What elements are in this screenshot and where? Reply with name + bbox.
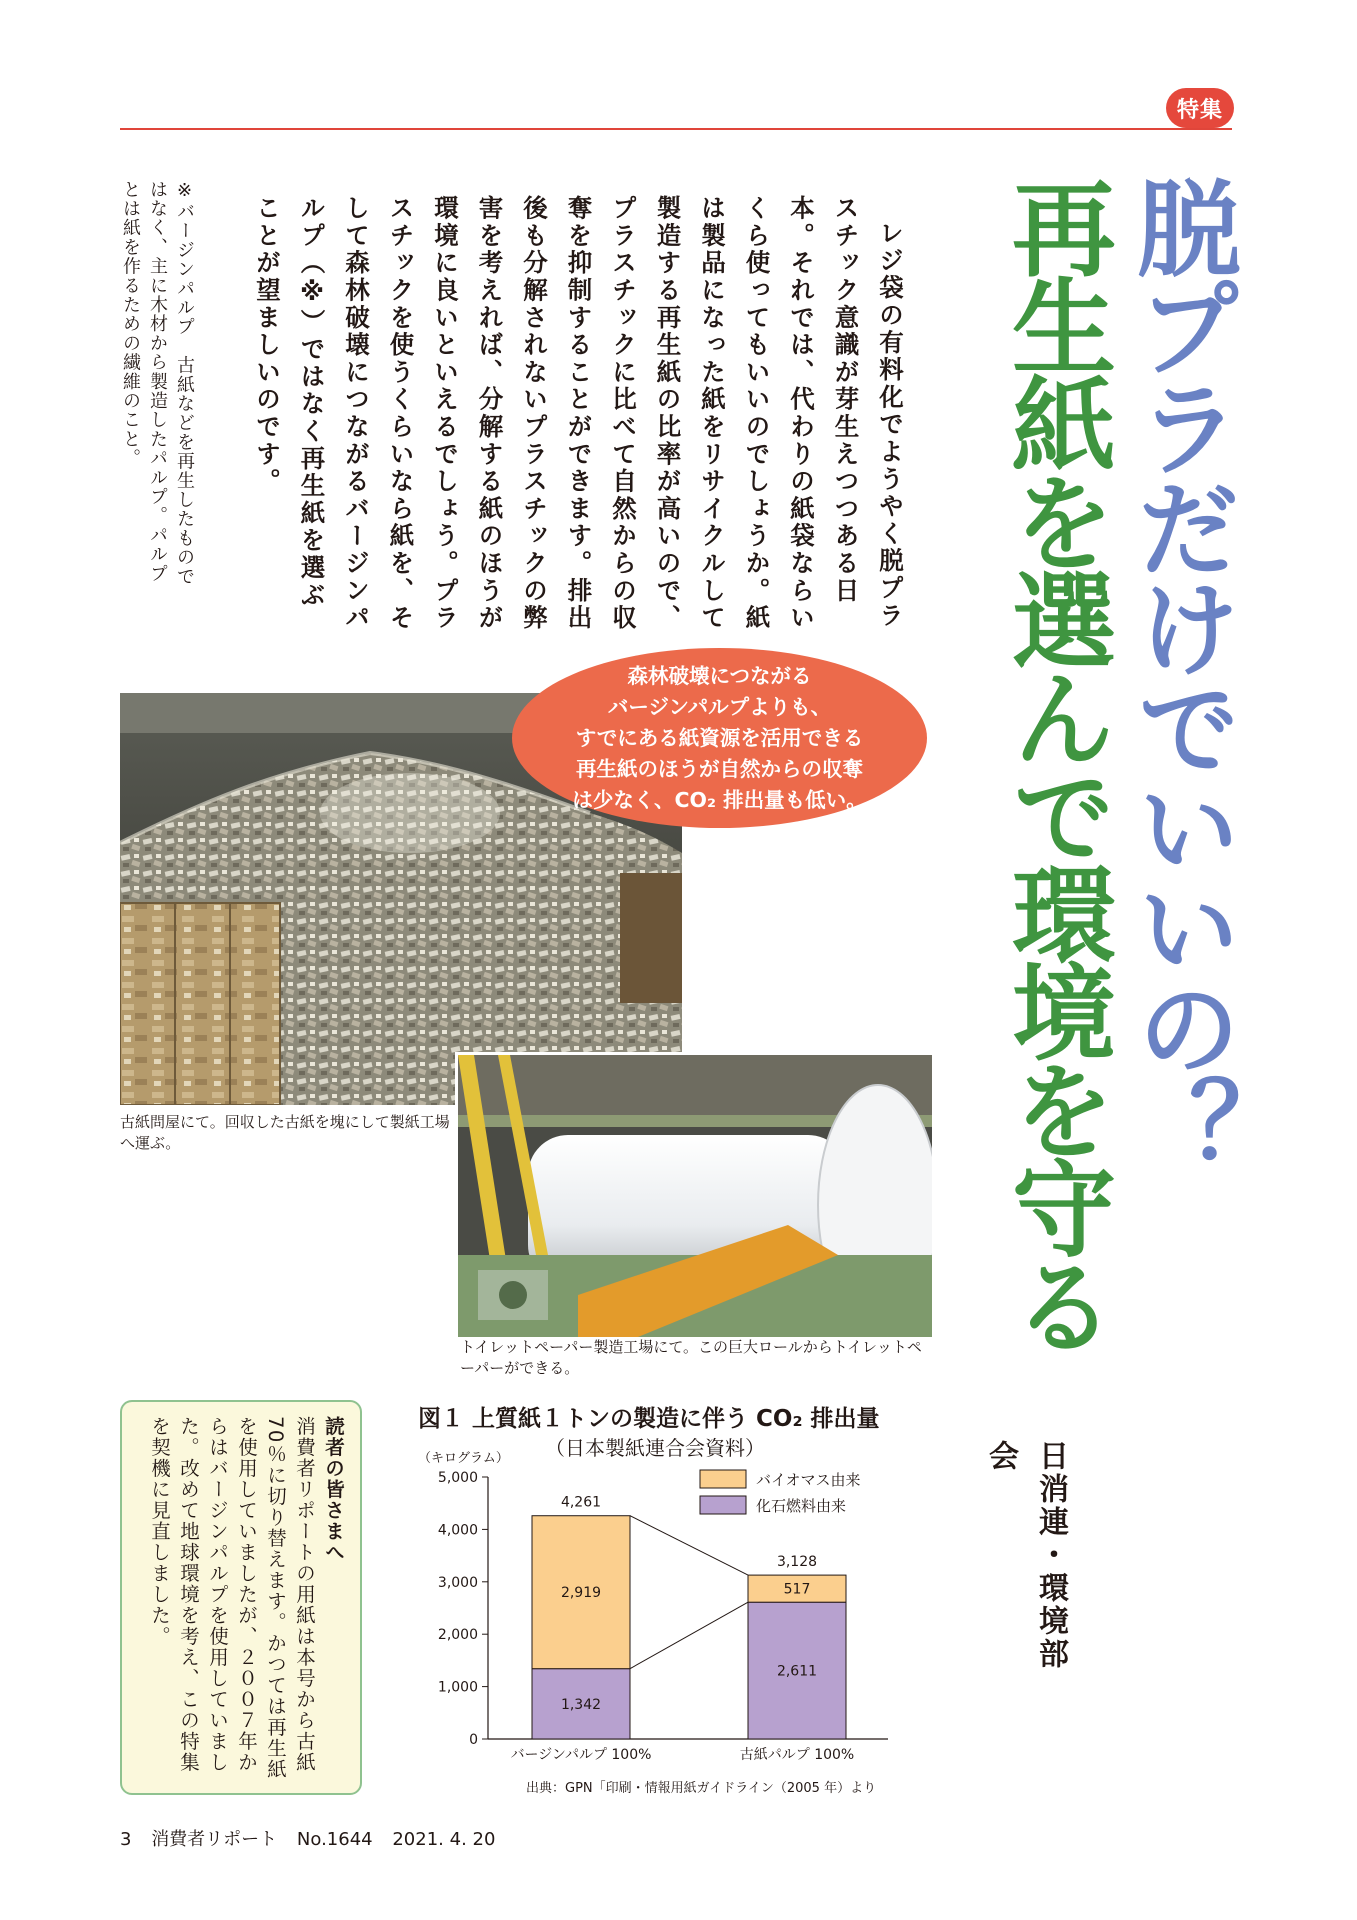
callout-bubble: [512, 648, 927, 828]
y-tick-label: 2,000: [437, 1627, 478, 1644]
data-label-total: 4,261: [560, 1494, 602, 1511]
reader-notice-box: [120, 1400, 362, 1795]
photo-caption-2: トイレットペーパー製造工場にて。この巨大ロールからトイレットペーパーができる。: [460, 1338, 922, 1377]
reader-notice-content: [132, 1416, 348, 1781]
connector-line-top: [630, 1516, 748, 1575]
y-tick-label: 5,000: [437, 1470, 478, 1486]
data-label-fossil: 1,342: [560, 1696, 602, 1713]
y-tick-label: 1,000: [437, 1679, 478, 1696]
publication-name: 消費者リポート: [151, 1829, 278, 1850]
x-tick-label: バージンパルプ 100%: [510, 1747, 652, 1763]
page-number: 3: [120, 1829, 132, 1850]
reader-notice-text: 消費者リポートの用紙は本号から古紙70％に切り替えます。かつては再生紙を使用していましたが、２００７年からはバージンパルプを使用していました。改めて地球環境を考え、この特集を契機に見直しました。: [148, 1416, 316, 1780]
issue-number: No.1644: [296, 1829, 373, 1850]
y-tick-label: 0: [469, 1732, 478, 1748]
issue-date: 2021. 4. 20: [392, 1829, 496, 1850]
author: 日消連・環境部会: [983, 1440, 1068, 1671]
article-paragraph: レジ袋の有料化でようやく脱プラスチック意識が芽生えつつある日本。それでは、代わりの紙袋ならいくら使ってもいいのでしょうか。紙は製品になった紙をリサイクルして製造する再生紙の比率が高いので、プラスチックに比べて自然からの収奪を抑制することができます。排出後も分解されないプラスチックの弊害を考えれば、分解する紙のほうが環境に良いといえるでしょう。プラスチックを使うくらいなら紙を、そして森林破壊につながるバージンパルプ（※）ではなく再生紙を選ぶことが望ましいのです。: [253, 195, 905, 632]
y-tick-label: 4,000: [437, 1522, 478, 1539]
feature-badge: 特集: [1166, 88, 1234, 128]
photo-paper-roll: [455, 1052, 935, 1340]
chart-source-credit: 出典：GPN「印刷・情報用紙ガイドライン（2005 年）より: [526, 1781, 877, 1796]
title-line-2: 再生紙を選んで環境を守る: [994, 175, 1116, 1351]
co2-chart: [410, 1450, 910, 1780]
title-line-1: 脱プラだけでいいの？: [1119, 175, 1241, 1175]
legend-swatch: [700, 1496, 746, 1514]
footnote: ※バージンパルプ 古紙などを再生したものではなく、主に木材から製造したパルプ。パルプとは紙を作るための繊維のこと。: [120, 180, 195, 587]
page-footer: [120, 1825, 509, 1851]
x-tick-label: 古紙パルプ 100%: [739, 1747, 855, 1763]
data-label-biomass: 517: [783, 1581, 811, 1598]
article-body: [212, 195, 912, 635]
legend-label: 化石燃料由来: [756, 1497, 847, 1515]
photo-caption-1: 古紙問屋にて。回収した古紙を塊にして製紙工場へ運ぶ。: [120, 1113, 450, 1152]
chart-title: 図１ 上質紙１トンの製造に伴う CO₂ 排出量: [418, 1406, 880, 1432]
y-axis-label: （キログラム）: [418, 1451, 509, 1466]
y-tick-label: 3,000: [437, 1574, 478, 1591]
data-label-fossil: 2,611: [776, 1663, 818, 1680]
reader-notice-title: 読者の皆さまへ: [322, 1416, 345, 1563]
connector-line-bottom: [630, 1602, 748, 1668]
legend-swatch: [700, 1470, 746, 1488]
data-label-biomass: 2,919: [560, 1585, 602, 1602]
legend-label: バイオマス由来: [756, 1471, 861, 1489]
header-rule: [120, 128, 1232, 130]
chart-subtitle: （日本製紙連合会資料）: [545, 1436, 765, 1460]
callout-text: 森林破壊につながる バージンパルプよりも、 すでにある紙資源を活用できる 再生紙のほうが自然からの収奪 は少なく、CO₂ 排出量も低い。: [572, 663, 867, 812]
data-label-total: 3,128: [776, 1554, 818, 1571]
